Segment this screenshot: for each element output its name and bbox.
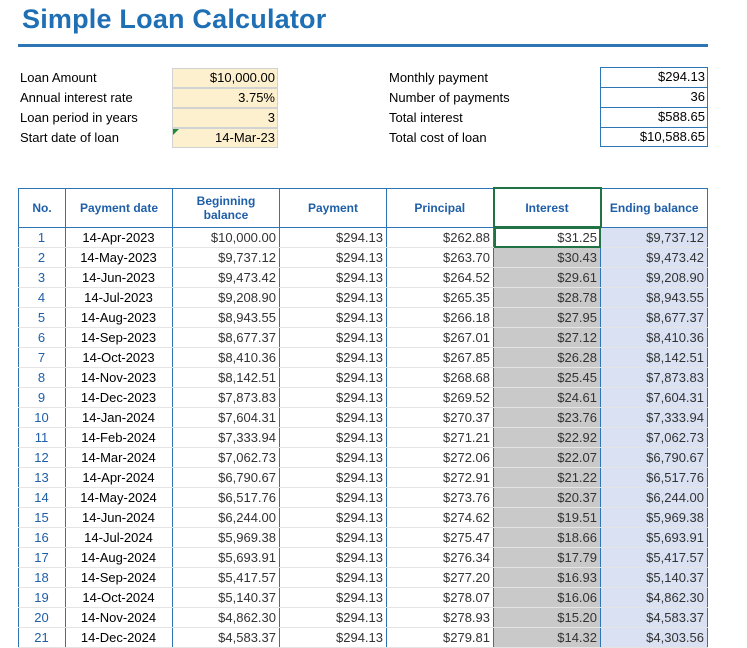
- cell-no[interactable]: 19: [19, 588, 66, 608]
- cell-no[interactable]: 6: [19, 328, 66, 348]
- cell-beginning-balance[interactable]: $7,062.73: [173, 448, 280, 468]
- cell-ending-balance[interactable]: $6,790.67: [601, 448, 708, 468]
- table-row: [19, 308, 708, 328]
- cell-payment[interactable]: $294.13: [280, 248, 387, 268]
- cell-principal[interactable]: $273.76: [387, 488, 494, 508]
- cell-principal[interactable]: $268.68: [387, 368, 494, 388]
- loan-amount-label: Loan Amount: [20, 70, 97, 85]
- col-header-interest[interactable]: Interest: [494, 188, 601, 227]
- cell-ending-balance[interactable]: $6,517.76: [601, 468, 708, 488]
- cell-beginning-balance[interactable]: $5,693.91: [173, 548, 280, 568]
- cell-interest[interactable]: $17.79: [494, 548, 601, 568]
- cell-interest[interactable]: $31.25: [494, 227, 601, 248]
- cell-principal[interactable]: $278.93: [387, 608, 494, 628]
- cell-interest[interactable]: $22.07: [494, 448, 601, 468]
- cell-ending-balance[interactable]: $6,244.00: [601, 488, 708, 508]
- cell-beginning-balance[interactable]: $5,969.38: [173, 528, 280, 548]
- cell-payment-date[interactable]: 14-Oct-2024: [66, 588, 173, 608]
- cell-principal[interactable]: $270.37: [387, 408, 494, 428]
- total-cost-value[interactable]: $10,588.65: [639, 129, 705, 144]
- cell-beginning-balance[interactable]: $10,000.00: [173, 227, 280, 248]
- cell-principal[interactable]: $266.18: [387, 308, 494, 328]
- cell-payment-date[interactable]: 14-Aug-2023: [66, 308, 173, 328]
- cell-no[interactable]: 9: [19, 388, 66, 408]
- monthly-payment-value[interactable]: $294.13: [658, 69, 705, 84]
- cell-payment[interactable]: $294.13: [280, 508, 387, 528]
- cell-ending-balance[interactable]: $7,604.31: [601, 388, 708, 408]
- cell-payment[interactable]: $294.13: [280, 388, 387, 408]
- cell-interest[interactable]: $29.61: [494, 268, 601, 288]
- cell-no[interactable]: 5: [19, 308, 66, 328]
- table-row: [19, 288, 708, 308]
- table-row: [19, 348, 708, 368]
- col-header-payment-date[interactable]: Payment date: [66, 188, 173, 227]
- cell-no[interactable]: 2: [19, 248, 66, 268]
- cell-beginning-balance[interactable]: $8,943.55: [173, 308, 280, 328]
- table-row: [19, 468, 708, 488]
- col-header-no[interactable]: No.: [19, 188, 66, 227]
- cell-no[interactable]: 16: [19, 528, 66, 548]
- cell-payment-date[interactable]: 14-Apr-2023: [66, 227, 173, 248]
- cell-payment[interactable]: $294.13: [280, 308, 387, 328]
- interest-rate-label: Annual interest rate: [20, 90, 133, 105]
- table-header-row: [19, 188, 708, 227]
- cell-no[interactable]: 15: [19, 508, 66, 528]
- table-row: [19, 608, 708, 628]
- cell-payment-date[interactable]: 14-Nov-2024: [66, 608, 173, 628]
- cell-no[interactable]: 14: [19, 488, 66, 508]
- cell-principal[interactable]: $264.52: [387, 268, 494, 288]
- cell-principal[interactable]: $271.21: [387, 428, 494, 448]
- cell-ending-balance[interactable]: $8,142.51: [601, 348, 708, 368]
- cell-no[interactable]: 11: [19, 428, 66, 448]
- cell-ending-balance[interactable]: $4,862.30: [601, 588, 708, 608]
- cell-interest[interactable]: $28.78: [494, 288, 601, 308]
- cell-beginning-balance[interactable]: $6,517.76: [173, 488, 280, 508]
- cell-payment[interactable]: $294.13: [280, 227, 387, 248]
- cell-beginning-balance[interactable]: $8,677.37: [173, 328, 280, 348]
- cell-no[interactable]: 3: [19, 268, 66, 288]
- cell-principal[interactable]: $278.07: [387, 588, 494, 608]
- cell-no[interactable]: 12: [19, 448, 66, 468]
- table-row: [19, 508, 708, 528]
- table-row: [19, 488, 708, 508]
- cell-no[interactable]: 7: [19, 348, 66, 368]
- cell-beginning-balance[interactable]: $8,142.51: [173, 368, 280, 388]
- cell-interest[interactable]: $23.76: [494, 408, 601, 428]
- cell-interest[interactable]: $14.32: [494, 628, 601, 648]
- cell-payment[interactable]: $294.13: [280, 488, 387, 508]
- cell-interest[interactable]: $27.12: [494, 328, 601, 348]
- cell-payment-date[interactable]: 14-May-2023: [66, 248, 173, 268]
- cell-interest[interactable]: $26.28: [494, 348, 601, 368]
- cell-ending-balance[interactable]: $9,737.12: [601, 227, 708, 248]
- cell-ending-balance[interactable]: $5,693.91: [601, 528, 708, 548]
- total-interest-value[interactable]: $588.65: [658, 109, 705, 124]
- cell-payment[interactable]: $294.13: [280, 328, 387, 348]
- cell-ending-balance[interactable]: $8,677.37: [601, 308, 708, 328]
- col-header-beginning-balance[interactable]: Beginning balance: [173, 188, 280, 227]
- cell-principal[interactable]: $263.70: [387, 248, 494, 268]
- title-underline: [18, 44, 708, 47]
- cell-interest[interactable]: $24.61: [494, 388, 601, 408]
- cell-payment[interactable]: $294.13: [280, 608, 387, 628]
- cell-principal[interactable]: $272.06: [387, 448, 494, 468]
- cell-no[interactable]: 10: [19, 408, 66, 428]
- cell-beginning-balance[interactable]: $6,244.00: [173, 508, 280, 528]
- table-row: [19, 408, 708, 428]
- interest-rate-input[interactable]: 3.75%: [172, 88, 278, 108]
- table-row: [19, 388, 708, 408]
- col-header-payment[interactable]: Payment: [280, 188, 387, 227]
- cell-no[interactable]: 4: [19, 288, 66, 308]
- cell-payment-date[interactable]: 14-Sep-2024: [66, 568, 173, 588]
- cell-beginning-balance[interactable]: $7,333.94: [173, 428, 280, 448]
- cell-payment[interactable]: $294.13: [280, 528, 387, 548]
- cell-payment-date[interactable]: 14-Jan-2024: [66, 408, 173, 428]
- monthly-payment-label: Monthly payment: [389, 70, 488, 85]
- loan-amount-input[interactable]: $10,000.00: [172, 68, 278, 88]
- table-row: [19, 568, 708, 588]
- cell-beginning-balance[interactable]: $9,473.42: [173, 268, 280, 288]
- cell-beginning-balance[interactable]: $6,790.67: [173, 468, 280, 488]
- cell-no[interactable]: 13: [19, 468, 66, 488]
- table-row: [19, 268, 708, 288]
- table-row: [19, 548, 708, 568]
- cell-payment[interactable]: $294.13: [280, 568, 387, 588]
- table-row: [19, 227, 708, 248]
- cell-ending-balance[interactable]: $5,969.38: [601, 508, 708, 528]
- cell-payment-date[interactable]: 14-Jun-2023: [66, 268, 173, 288]
- cell-no[interactable]: 1: [19, 227, 66, 248]
- cell-payment[interactable]: $294.13: [280, 588, 387, 608]
- cell-payment[interactable]: $294.13: [280, 628, 387, 648]
- table-row: [19, 448, 708, 468]
- cell-ending-balance[interactable]: $8,410.36: [601, 328, 708, 348]
- table-row: [19, 248, 708, 268]
- cell-payment[interactable]: $294.13: [280, 548, 387, 568]
- cell-payment-date[interactable]: 14-Oct-2023: [66, 348, 173, 368]
- cell-payment[interactable]: $294.13: [280, 428, 387, 448]
- cell-payment-date[interactable]: 14-Nov-2023: [66, 368, 173, 388]
- cell-interest[interactable]: $15.20: [494, 608, 601, 628]
- cell-ending-balance[interactable]: $4,583.37: [601, 608, 708, 628]
- loan-period-label: Loan period in years: [20, 110, 138, 125]
- cell-beginning-balance[interactable]: $7,873.83: [173, 388, 280, 408]
- cell-payment-date[interactable]: 14-Jul-2023: [66, 288, 173, 308]
- cell-ending-balance[interactable]: $4,303.56: [601, 628, 708, 648]
- cell-beginning-balance[interactable]: $5,140.37: [173, 588, 280, 608]
- cell-payment-date[interactable]: 14-Feb-2024: [66, 428, 173, 448]
- cell-interest[interactable]: $16.06: [494, 588, 601, 608]
- cell-beginning-balance[interactable]: $9,208.90: [173, 288, 280, 308]
- cell-payment[interactable]: $294.13: [280, 408, 387, 428]
- cell-interest[interactable]: $18.66: [494, 528, 601, 548]
- cell-beginning-balance[interactable]: $4,583.37: [173, 628, 280, 648]
- cell-interest[interactable]: $22.92: [494, 428, 601, 448]
- cell-principal[interactable]: $276.34: [387, 548, 494, 568]
- table-row: [19, 368, 708, 388]
- cell-payment-date[interactable]: 14-May-2024: [66, 488, 173, 508]
- cell-interest[interactable]: $21.22: [494, 468, 601, 488]
- cell-payment-date[interactable]: 14-Jun-2024: [66, 508, 173, 528]
- number-of-payments-label: Number of payments: [389, 90, 510, 105]
- cell-principal[interactable]: $279.81: [387, 628, 494, 648]
- table-row: [19, 428, 708, 448]
- cell-payment[interactable]: $294.13: [280, 468, 387, 488]
- cell-no[interactable]: 20: [19, 608, 66, 628]
- total-interest-label: Total interest: [389, 110, 463, 125]
- cell-ending-balance[interactable]: $5,417.57: [601, 548, 708, 568]
- cell-no[interactable]: 8: [19, 368, 66, 388]
- table-row: [19, 528, 708, 548]
- cell-ending-balance[interactable]: $9,473.42: [601, 248, 708, 268]
- cell-payment-date[interactable]: 14-Sep-2023: [66, 328, 173, 348]
- col-header-principal[interactable]: Principal: [387, 188, 494, 227]
- cell-principal[interactable]: $272.91: [387, 468, 494, 488]
- cell-ending-balance[interactable]: $7,873.83: [601, 368, 708, 388]
- cell-payment[interactable]: $294.13: [280, 348, 387, 368]
- page-title: Simple Loan Calculator: [22, 4, 327, 34]
- start-date-input[interactable]: [172, 128, 278, 148]
- table-row: [19, 588, 708, 608]
- cell-payment-date[interactable]: 14-Aug-2024: [66, 548, 173, 568]
- cell-beginning-balance[interactable]: $5,417.57: [173, 568, 280, 588]
- cell-principal[interactable]: $267.85: [387, 348, 494, 368]
- cell-principal[interactable]: $269.52: [387, 388, 494, 408]
- loan-period-input[interactable]: 3: [172, 108, 278, 128]
- cell-payment-date[interactable]: 14-Mar-2024: [66, 448, 173, 468]
- col-header-ending-balance[interactable]: Ending balance: [601, 188, 708, 227]
- cell-principal[interactable]: $262.88: [387, 227, 494, 248]
- cell-payment[interactable]: $294.13: [280, 448, 387, 468]
- cell-principal[interactable]: $274.62: [387, 508, 494, 528]
- cell-interest[interactable]: $25.45: [494, 368, 601, 388]
- cell-payment-date[interactable]: 14-Dec-2023: [66, 388, 173, 408]
- cell-principal[interactable]: $275.47: [387, 528, 494, 548]
- cell-payment[interactable]: $294.13: [280, 288, 387, 308]
- cell-beginning-balance[interactable]: $7,604.31: [173, 408, 280, 428]
- table-row: [19, 628, 708, 648]
- cell-beginning-balance[interactable]: $9,737.12: [173, 248, 280, 268]
- cell-interest[interactable]: $19.51: [494, 508, 601, 528]
- start-date-value: 14-Mar-23: [215, 130, 275, 145]
- cell-payment[interactable]: $294.13: [280, 268, 387, 288]
- cell-no[interactable]: 17: [19, 548, 66, 568]
- cell-ending-balance[interactable]: $7,333.94: [601, 408, 708, 428]
- cell-principal[interactable]: $265.35: [387, 288, 494, 308]
- cell-ending-balance[interactable]: $9,208.90: [601, 268, 708, 288]
- cell-ending-balance[interactable]: $8,943.55: [601, 288, 708, 308]
- cell-payment-date[interactable]: 14-Jul-2024: [66, 528, 173, 548]
- cell-beginning-balance[interactable]: $4,862.30: [173, 608, 280, 628]
- cell-payment-date[interactable]: 14-Dec-2024: [66, 628, 173, 648]
- amortization-table: [18, 187, 708, 648]
- formula-warning-indicator: [173, 129, 179, 135]
- cell-ending-balance[interactable]: $7,062.73: [601, 428, 708, 448]
- table-row: [19, 328, 708, 348]
- total-cost-label: Total cost of loan: [389, 130, 487, 145]
- cell-principal[interactable]: $267.01: [387, 328, 494, 348]
- cell-interest[interactable]: $20.37: [494, 488, 601, 508]
- cell-ending-balance[interactable]: $5,140.37: [601, 568, 708, 588]
- cell-no[interactable]: 18: [19, 568, 66, 588]
- cell-interest[interactable]: $27.95: [494, 308, 601, 328]
- start-date-label: Start date of loan: [20, 130, 120, 145]
- cell-no[interactable]: 21: [19, 628, 66, 648]
- cell-interest[interactable]: $16.93: [494, 568, 601, 588]
- cell-payment-date[interactable]: 14-Apr-2024: [66, 468, 173, 488]
- cell-payment[interactable]: $294.13: [280, 368, 387, 388]
- cell-principal[interactable]: $277.20: [387, 568, 494, 588]
- cell-beginning-balance[interactable]: $8,410.36: [173, 348, 280, 368]
- number-of-payments-value[interactable]: 36: [690, 89, 705, 104]
- cell-interest[interactable]: $30.43: [494, 248, 601, 268]
